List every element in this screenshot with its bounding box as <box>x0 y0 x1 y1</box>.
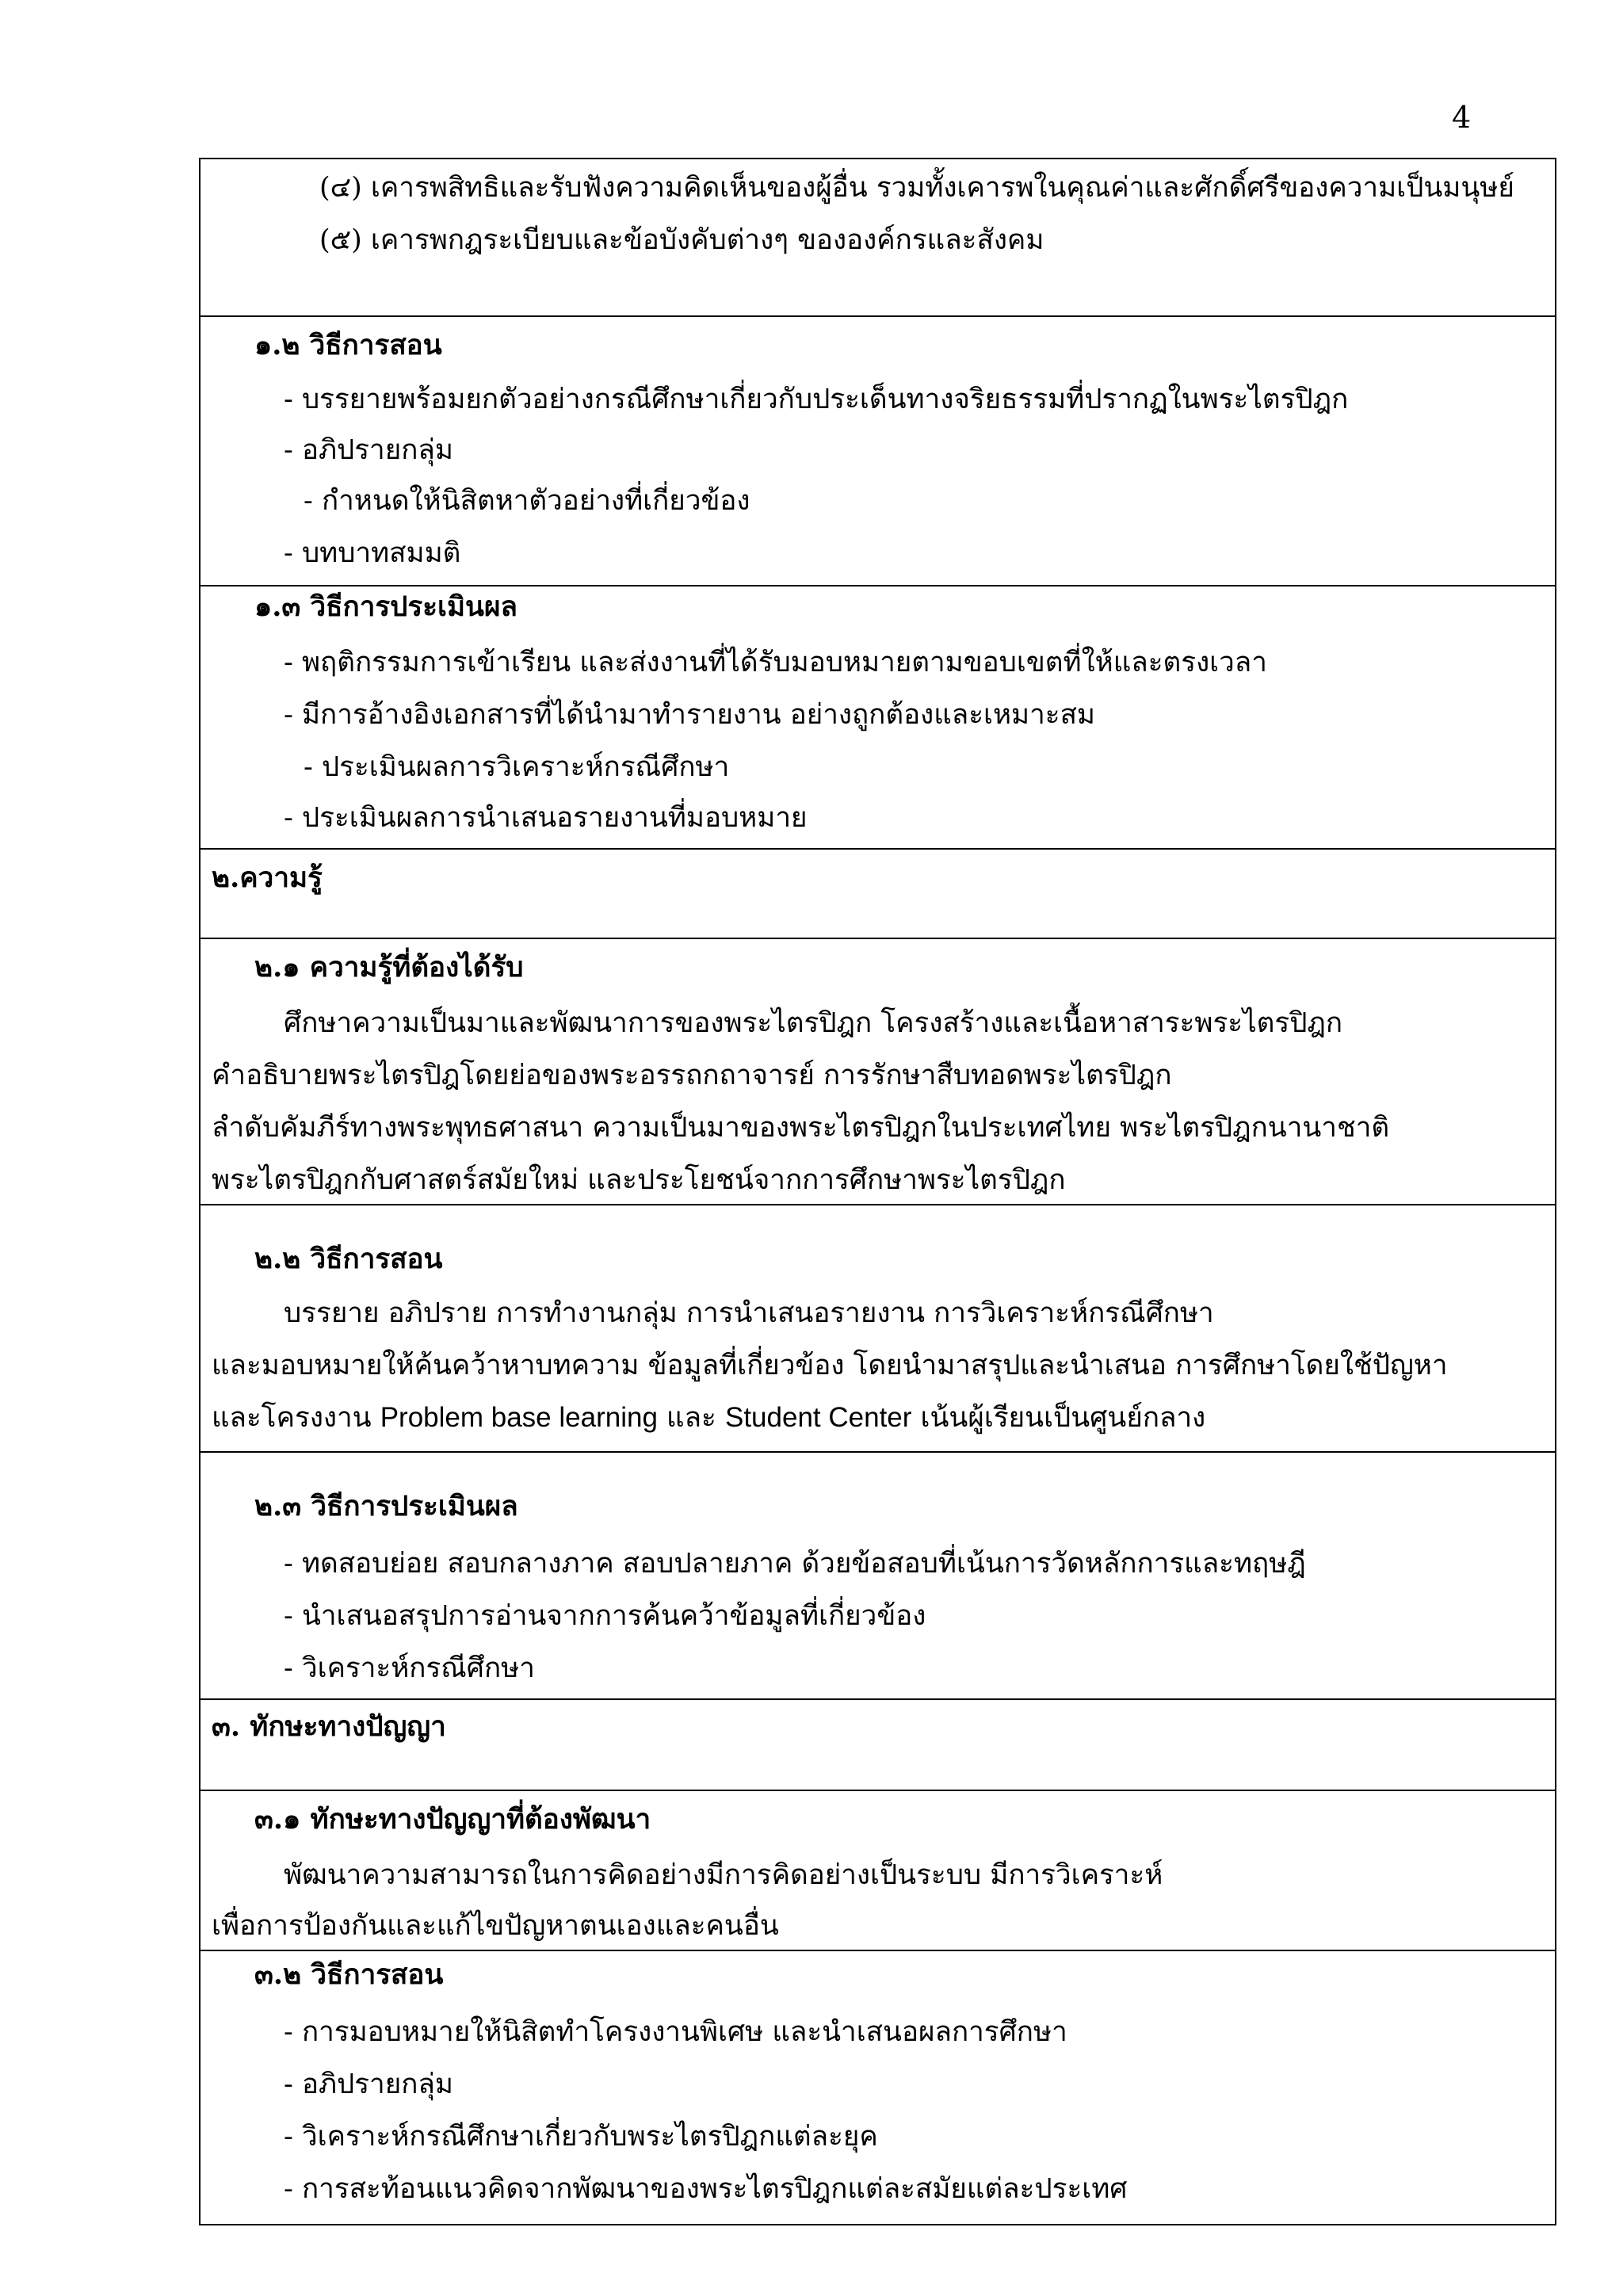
list-item: - พฤติกรรมการเข้าเรียน และส่งงานที่ได้รับมอบหมายตามขอบเขตที่ให้และตรงเวลา <box>284 647 1267 678</box>
list-item: - ทดสอบย่อย สอบกลางภาค สอบปลายภาค ด้วยข้อสอบที่เน้นการวัดหลักการและทฤษฎี <box>284 1548 1306 1580</box>
paragraph-line: พัฒนาความสามารถในการคิดอย่างมีการคิดอย่างเป็นระบบ มีการวิเคราะห์ <box>284 1859 1163 1891</box>
paragraph-line: เพื่อการป้องกันและแก้ไขปัญหาตนเองและคนอื่น <box>212 1910 779 1942</box>
paragraph-line: บรรยาย อภิปราย การทำงานกลุ่ม การนำเสนอรายงาน การวิเคราะห์กรณีศึกษา <box>284 1297 1214 1329</box>
list-item: - บทบาทสมมติ <box>284 537 461 569</box>
section-heading-2: ๒.ความรู้ <box>212 861 323 894</box>
section-heading-3: ๓. ทักษะทางปัญญา <box>212 1710 446 1743</box>
table-row-knowledge-content <box>200 939 1555 1205</box>
learning-outcomes-table <box>199 158 1556 2225</box>
list-item: - นำเสนอสรุปการอ่านจากการค้นคว้าข้อมูลที่เกี่ยวข้อง <box>284 1600 926 1632</box>
table-row-knowledge-teaching <box>200 1205 1555 1453</box>
list-item: - อภิปรายกลุ่ม <box>284 434 453 466</box>
list-item: - ประเมินผลการนำเสนอรายงานที่มอบหมาย <box>284 802 808 834</box>
table-row-intellectual-skills <box>200 1791 1555 1951</box>
table-row-knowledge-heading <box>200 850 1555 939</box>
list-item: - การสะท้อนแนวคิดจากพัฒนาของพระไตรปิฎกแต่ละสมัยแต่ละประเทศ <box>284 2173 1128 2205</box>
paragraph-line: ศึกษาความเป็นมาและพัฒนาการของพระไตรปิฎก โครงสร้างและเนื้อหาสาระพระไตรปิฎก <box>284 1007 1343 1039</box>
paragraph-line-mixed: และโครงงาน Problem base learning และ Student Center เน้นผู้เรียนเป็นศูนย์กลาง <box>212 1402 1206 1434</box>
section-heading-2-1: ๒.๑ ความรู้ที่ต้องได้รับ <box>254 951 524 984</box>
section-heading-2-3: ๒.๓ วิธีการประเมินผล <box>254 1490 518 1522</box>
list-item: - วิเคราะห์กรณีศึกษา <box>284 1652 535 1684</box>
list-item: - ประเมินผลการวิเคราะห์กรณีศึกษา <box>304 751 730 783</box>
table-row-ethics-teaching <box>200 317 1555 586</box>
list-item: - กำหนดให้นิสิตหาตัวอย่างที่เกี่ยวข้อง <box>304 485 750 517</box>
table-row-intellectual-teaching <box>200 1951 1555 2225</box>
table-row-intellectual-heading <box>200 1700 1555 1791</box>
list-item: - อภิปรายกลุ่ม <box>284 2069 453 2100</box>
english-term: Student Center <box>724 1402 912 1433</box>
page-number: 4 <box>1452 100 1472 135</box>
ethics-item-4: (๔) เคารพสิทธิและรับฟังความคิดเห็นของผู้อื่น รวมทั้งเคารพในคุณค่าและศักดิ์ศรีของความเป็นมนุษย์ <box>319 172 1514 204</box>
paragraph-line: และมอบหมายให้ค้นคว้าหาบทความ ข้อมูลที่เกี่ยวข้อง โดยนำมาสรุปและนำเสนอ การศึกษาโดยใช้ปัญหา <box>212 1350 1448 1381</box>
section-heading-1-3: ๑.๓ วิธีการประเมินผล <box>254 590 517 623</box>
paragraph-line: พระไตรปิฎกกับศาสตร์สมัยใหม่ และประโยชน์จากการศึกษาพระไตรปิฎก <box>212 1164 1066 1196</box>
paragraph-line: คำอธิบายพระไตรปิฎโดยย่อของพระอรรถกถาจารย์ การรักษาสืบทอดพระไตรปิฎก <box>212 1060 1172 1091</box>
list-item: - วิเคราะห์กรณีศึกษาเกี่ยวกับพระไตรปิฎกแต่ละยุค <box>284 2121 878 2153</box>
list-item: - มีการอ้างอิงเอกสารที่ได้นำมาทำรายงาน อย่างถูกต้องและเหมาะสม <box>284 699 1096 731</box>
table-row-ethics-evaluation <box>200 586 1555 850</box>
section-heading-2-2: ๒.๒ วิธีการสอน <box>254 1243 443 1275</box>
list-item: - การมอบหมายให้นิสิตทำโครงงานพิเศษ และนำเสนอผลการศึกษา <box>284 2016 1067 2048</box>
english-term: Problem base learning <box>380 1402 658 1433</box>
table-row-ethics-items <box>200 159 1555 317</box>
paragraph-line: ลำดับคัมภีร์ทางพระพุทธศาสนา ความเป็นมาของพระไตรปิฎกในประเทศไทย พระไตรปิฎกนานาชาติ <box>212 1112 1390 1144</box>
section-heading-1-2: ๑.๒ วิธีการสอน <box>254 329 442 361</box>
section-heading-3-2: ๓.๒ วิธีการสอน <box>254 1958 444 1991</box>
list-item: - บรรยายพร้อมยกตัวอย่างกรณีศึกษาเกี่ยวกับประเด็นทางจริยธรรมที่ปรากฏในพระไตรปิฎก <box>284 384 1349 415</box>
table-row-knowledge-evaluation <box>200 1453 1555 1700</box>
section-heading-3-1: ๓.๑ ทักษะทางปัญญาที่ต้องพัฒนา <box>254 1803 651 1836</box>
ethics-item-5: (๕) เคารพกฎระเบียบและข้อบังคับต่างๆ ขององค์กรและสังคม <box>319 224 1044 256</box>
